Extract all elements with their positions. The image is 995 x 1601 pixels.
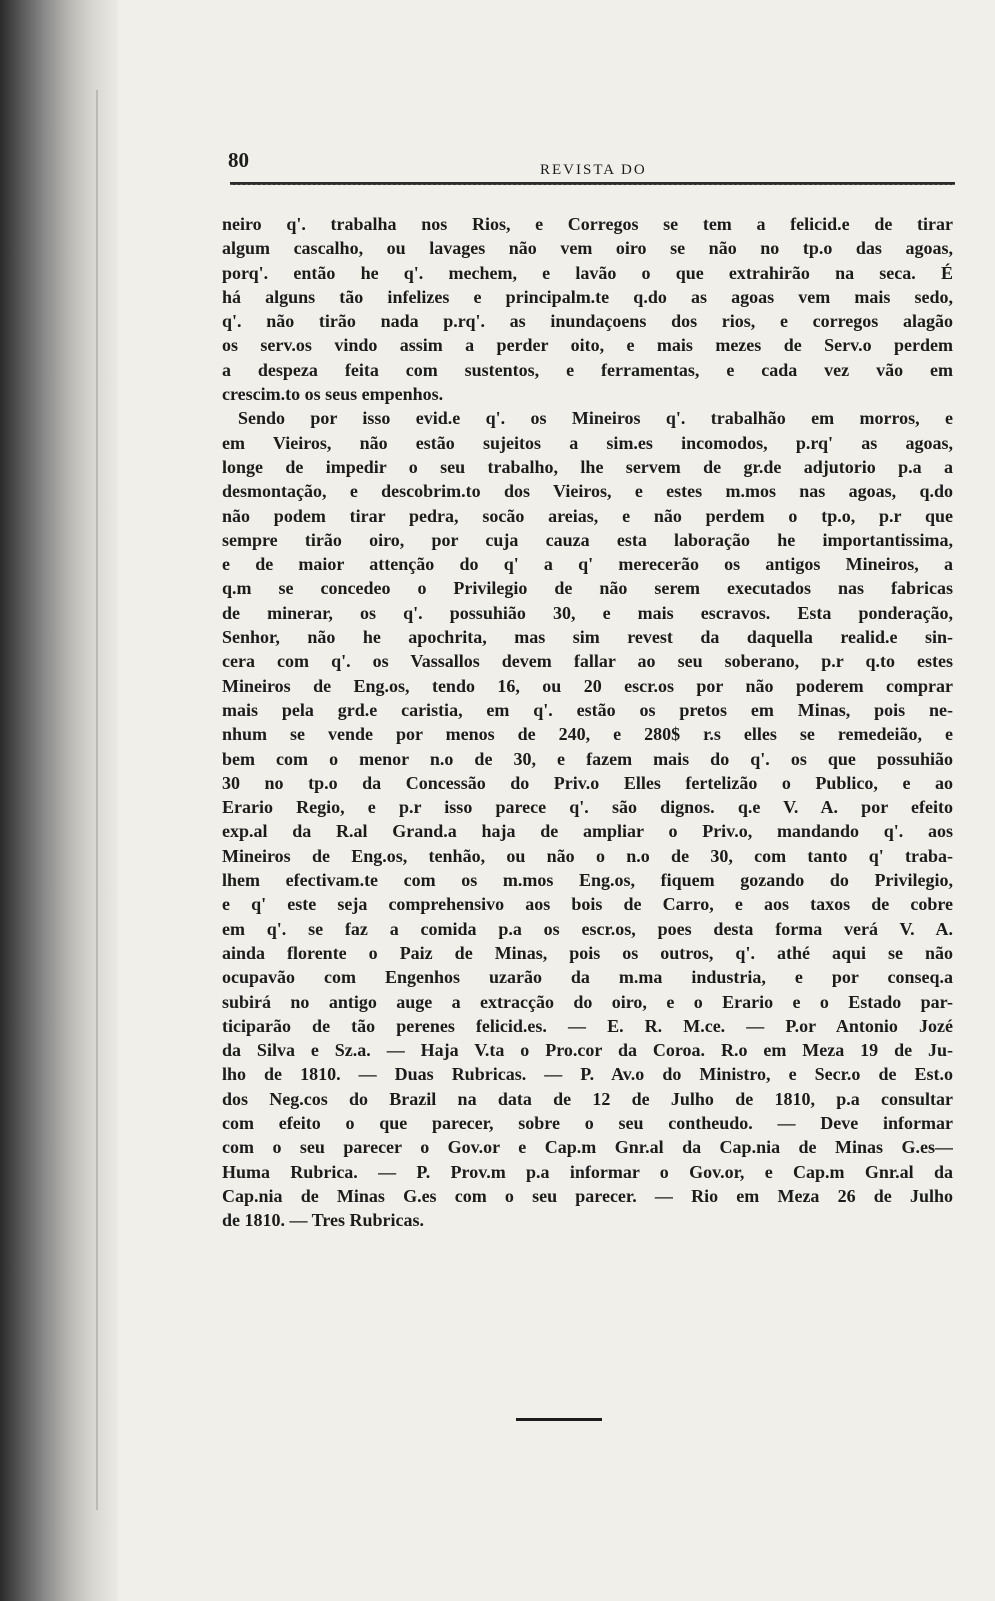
text-line: neiro q'. trabalha nos Rios, e Corregos se tem a felicid.e de tirar xyxy=(222,214,953,234)
text-line: em q'. se faz a comida p.a os escr.os, poes desta forma verá V. A. xyxy=(222,918,953,939)
body-text xyxy=(218,212,953,1232)
text-line: bem com o menor n.o de 30, e fazem mais do q'. os que possuhião xyxy=(222,748,953,769)
text-line: q.m se concedeo o Privilegio de não serem executados nas fabricas xyxy=(222,578,953,599)
text-line: da Silva e Sz.a. — Haja V.ta o Pro.cor da Coroa. R.o em Meza 19 de Ju- xyxy=(222,1040,953,1061)
text-line: nhum se vende por menos de 240, e 280$ r.s elles se remedeião, e xyxy=(222,724,953,745)
end-rule xyxy=(516,1418,602,1421)
text-line: ainda florente o Paiz de Minas, pois os outros, q'. athé aqui se não xyxy=(222,942,953,963)
text-line: com efeito o que parecer, sobre o seu contheudo. — Deve informar xyxy=(222,1112,953,1133)
page-number: 80 xyxy=(228,148,249,172)
text-line: sempre tirão oiro, por cuja cauza esta laboração he importantissima, xyxy=(222,529,953,550)
text-line: Mineiros de Eng.os, tenhão, ou não o n.o de 30, com tanto q' traba- xyxy=(222,845,953,866)
page-header xyxy=(218,140,953,186)
text-line: exp.al da R.al Grand.a haja de ampliar o Priv.o, mandando q'. aos xyxy=(222,821,953,842)
text-line: 30 no tp.o da Concessão do Priv.o Elles fertelizão o Publico, e ao xyxy=(222,772,953,793)
text-line: porq'. então he q'. mechem, e lavão o que extrahirão na seca. É xyxy=(222,262,953,283)
scan-fold-line xyxy=(96,90,98,1510)
text-line: Cap.nia de Minas G.es com o seu parecer. — Rio em Meza 26 de Julho xyxy=(222,1185,953,1206)
text-line: dos Neg.cos do Brazil na data de 12 de Julho de 1810, p.a consultar xyxy=(222,1088,953,1109)
text-line: cera com q'. os Vassallos devem fallar ao seu soberano, p.r q.to estes xyxy=(222,651,953,672)
text-line: Huma Rubrica. — P. Prov.m p.a informar o Gov.or, e Cap.m Gnr.al da xyxy=(222,1161,953,1182)
running-head: REVISTA DO xyxy=(540,162,647,178)
text-line: desmontação, e descobrim.to dos Vieiros, e estes m.mos nas agoas, q.do xyxy=(222,481,953,502)
text-line: Senhor, não he apochrita, mas sim revest da daquella realid.e sin- xyxy=(222,627,953,648)
text-line: de minerar, os q'. possuhião 30, e mais escravos. Esta ponderação, xyxy=(222,602,953,623)
text-line: longe de impedir o seu trabalho, lhe servem de gr.de adjutorio p.a a xyxy=(222,456,953,477)
text-line: crescim.to os seus empenhos. xyxy=(222,384,444,405)
text-line: com o seu parecer o Gov.or e Cap.m Gnr.al da Cap.nia de Minas G.es— xyxy=(222,1137,953,1158)
text-line: em Vieiros, não estão sujeitos a sim.es incomodos, p.rq' as agoas, xyxy=(222,432,953,453)
text-line: lhem efectivam.te com os m.mos Eng.os, fiquem gozando do Privilegio, xyxy=(222,870,953,891)
text-line: os serv.os vindo assim a perder oito, e mais mezes de Serv.o perdem xyxy=(222,335,953,356)
text-line: Sendo por isso evid.e q'. os Mineiros q'. trabalhão em morros, e xyxy=(238,408,953,429)
text-line: lho de 1810. — Duas Rubricas. — P. Av.o do Ministro, e Secr.o de Est.o xyxy=(222,1064,953,1085)
text-line: e q' este seja comprehensivo aos bois de Carro, e aos taxos de cobre xyxy=(222,894,953,915)
text-line: não podem tirar pedra, socão areias, e não perdem o tp.o, p.r que xyxy=(222,505,953,526)
text-line: ocupavão com Engenhos uzarão da m.ma industria, e por conseq.a xyxy=(222,967,953,988)
text-line: Mineiros de Eng.os, tendo 16, ou 20 escr.os por não poderem comprar xyxy=(222,675,953,696)
text-line: de 1810. — Tres Rubricas. xyxy=(222,1210,425,1231)
text-line: há alguns tão infelizes e principalm.te q.do as agoas vem mais sedo, xyxy=(222,286,953,307)
text-line: mais pela grd.e caristia, em q'. estão os pretos em Minas, pois ne- xyxy=(222,699,953,720)
page xyxy=(218,140,953,1232)
text-line: q'. não tirão nada p.rq'. as inundaçoens dos rios, e corregos alagão xyxy=(222,311,953,332)
header-rule xyxy=(230,182,955,185)
text-line: e de maior attenção do q' a q' merecerão os antigos Mineiros, a xyxy=(222,554,953,575)
scan-page-edge xyxy=(0,0,118,1601)
text-line: algum cascalho, ou lavages não vem oiro se não no tp.o das agoas, xyxy=(222,238,953,259)
text-line: Erario Regio, e p.r isso parece q'. são dignos. q.e V. A. por efeito xyxy=(222,797,953,818)
text-line: ticiparão de tão perenes felicid.es. — E. R. M.ce. — P.or Antonio Jozé xyxy=(222,1015,953,1036)
text-line: a despeza feita com sustentos, e ferramentas, e cada vez vão em xyxy=(222,359,953,380)
text-line: subirá no antigo auge a extracção do oiro, e o Erario e o Estado par- xyxy=(222,991,953,1012)
